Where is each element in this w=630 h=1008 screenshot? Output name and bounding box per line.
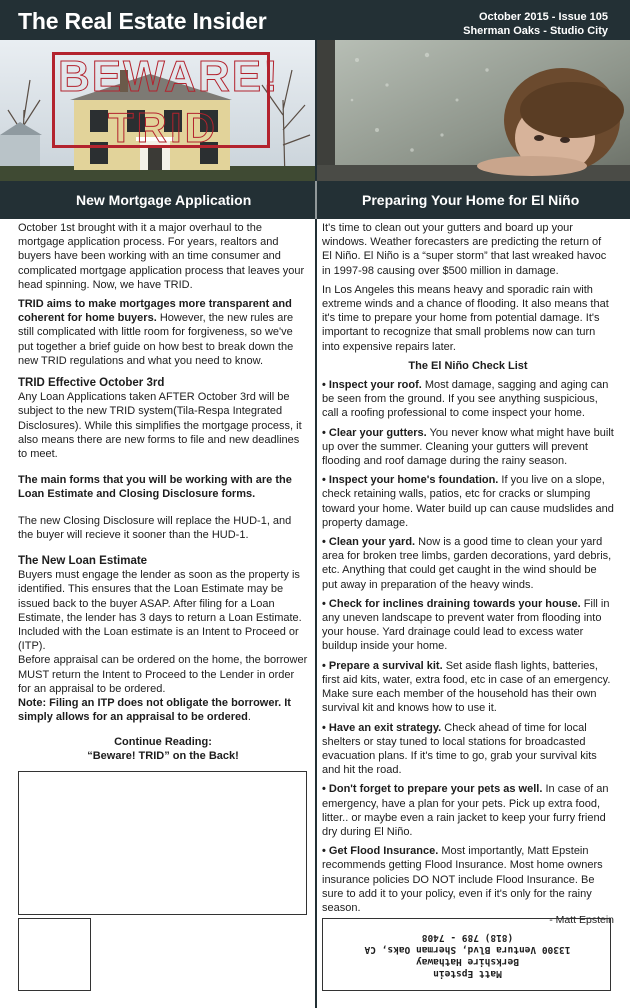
checklist-item: [322, 473, 614, 530]
el-nino-intro: It's time to clean out your gutters and board up your windows. Weather forecasters are predicting the return of El Niño. El Niño is a “super storm” that last wreaked havoc in 1997-98 causing over $500 million in damage.: [322, 222, 607, 277]
right-article-title: Preparing Your Home for El Niño: [362, 192, 580, 208]
address-company: Berkshire Hathaway: [416, 956, 519, 968]
checklist-item: [322, 535, 614, 592]
checklist-item: [322, 844, 614, 915]
mailing-address: [323, 919, 612, 992]
checklist-item-text: Now is a good time to clean your yard area for broken tree limbs, garden decorations, yard debris, etc. Anything that could get caught in the wind should be put away in preparation of the heavy winds.: [322, 536, 612, 591]
checklist-item-title: • Prepare a survival kit.: [322, 659, 443, 672]
address-name: Matt Epstein: [433, 968, 502, 980]
issue-location: Sherman Oaks - Studio City: [463, 25, 608, 37]
issue-info: [463, 10, 608, 38]
loan-estimate-paragraph: Buyers must engage the lender as soon as the property is identified. This ensures that the Loan Estimate may be issued back to the buyer ASAP. After filing for a Loan Estimate, the lender has 3 days to return a Loan Estimate. Included with the Loan estimate is an Intent to Proceed or (ITP).: [18, 569, 302, 653]
checklist-item-title: • Inspect your home's foundation.: [322, 474, 499, 487]
trid-aims-bold: TRID aims to make mortgages more transparent and coherent for home buyers.: [18, 298, 292, 325]
blank-box-large: [18, 771, 307, 915]
mailing-address-box: [322, 918, 611, 991]
issue-date: October 2015 - Issue 105: [478, 11, 608, 23]
new-loan-estimate-heading: The New Loan Estimate: [18, 555, 148, 568]
trid-aims-rest: However, the new rules are still complicated with little room for forgiveness, so we've put together a brief guide on how best to break down the new TRID regulations and what you need to know.: [18, 312, 294, 367]
continue-reading-label: Continue Reading:: [114, 735, 212, 748]
main-forms-paragraph: The main forms that you will be working with are the Loan Estimate and Closing Disclosure forms.: [18, 474, 292, 501]
stamp-text-beware: BEWARE!: [58, 52, 280, 101]
itp-note-end: .: [247, 711, 251, 724]
trid-aims-paragraph: [18, 297, 308, 368]
checklist-item: [322, 597, 614, 654]
trid-effective-paragraph: Any Loan Applications taken AFTER October 3rd will be subject to the new TRID system(Tila-Respa Integrated Disclosures). While this simplifies the mortgage process, it also means there are new forms to file and new deadlines to meet.: [18, 391, 302, 461]
checklist-item-text: Most damage, sagging and aging can be seen from the ground. If you see anything suspicious, call a roofing professional to come inspect your home.: [322, 379, 609, 420]
itp-note: [18, 696, 308, 724]
closing-disclosure-paragraph: The new Closing Disclosure will replace the HUD-1, and the buyer will recieve it sooner than the HUD-1.: [18, 514, 292, 541]
checklist-item-text: Set aside flash lights, batteries, first aid kits, water, extra food, etc in case of an emergency. Make sure each member of the household has their own survival kit and knows how to use it.: [322, 659, 611, 715]
checklist-item-text: You never know what might have built up over the summer. Cleaning your gutters will prevent flooding and roof damage during the rainy season.: [322, 426, 614, 468]
intro-paragraph: October 1st brought with it a major overhaul to the mortgage application process. For years, realtors and buyers have been working with an time consumer and complicated mortgage application process that leaves your head spinning. Now, we have TRID.: [18, 222, 305, 291]
appraisal-paragraph: Before appraisal can be ordered on the home, the borrower MUST return the Intent to Proceed to the Lender in order for an appraisal to be ordered.: [18, 654, 308, 695]
right-article-body: [322, 221, 614, 932]
rainy-window-photo: [317, 40, 630, 181]
checklist-item-title: • Inspect your roof.: [322, 379, 422, 392]
left-article-title: New Mortgage Application: [76, 192, 252, 208]
checklist-item: [322, 782, 614, 839]
checklist-item-text: If you live on a slope, check retaining walls, patios, etc for cracks or slumping toward your home. Water build up can cause mudslides and property damage.: [322, 474, 614, 529]
checklist-item-title: • Get Flood Insurance.: [322, 845, 439, 858]
article-author: - Matt Epstein: [549, 914, 614, 927]
trid-effective-heading: TRID Effective October 3rd: [18, 377, 165, 390]
address-phone: (818) 789 - 7408: [421, 932, 514, 944]
left-article-body: [18, 221, 308, 768]
checklist-item-text: Most importantly, Matt Epstein recommends getting Flood Insurance. Most home owners insurance policies DO NOT include Flood Insurance. Be sure to add it to your policy, even if it's only for the rainy season.: [322, 845, 603, 914]
checklist-item-title: • Have an exit strategy.: [322, 721, 442, 734]
checklist-item-text: In case of an emergency, have a plan for your pets. Pick up extra food, litter.. or maybe even a rain jacket to keep your furry friend dry during El Niño.: [322, 783, 609, 838]
band-divider: [315, 181, 317, 219]
checklist-title: The El Niño Check List: [408, 359, 528, 372]
los-angeles-paragraph: In Los Angeles this means heavy and sporadic rain with extreme winds and a chance of flooding. It also means that it's time to prepare your home from potential damage. It's important to recognize that small problems now can turn into expensive repairs later.: [322, 283, 609, 353]
checklist-item: [322, 426, 614, 469]
checklist-item-title: • Clear your gutters.: [322, 426, 427, 439]
stamp-text-trid: TRID: [108, 104, 218, 151]
blank-box-small: [18, 918, 91, 991]
address-street: 13300 Ventura Blvd, Sherman Oaks, CA: [364, 944, 571, 956]
checklist-item-title: • Clean your yard.: [322, 536, 416, 549]
checklist-item-text: Fill in any uneven landscape to prevent water from flooding into your house. Yard drainage could lead to excess water buildup inside your home.: [322, 597, 610, 653]
newsletter-title: The Real Estate Insider: [18, 8, 267, 34]
continue-reading-link: “Beware! TRID” on the Back!: [87, 749, 239, 762]
column-divider: [315, 219, 317, 1008]
checklist-item-title: • Check for inclines draining towards your house.: [322, 597, 581, 610]
checklist-item: [322, 378, 614, 421]
itp-note-bold: Note: Filing an ITP does not obligate the borrower. It simply allows for an appraisal to be ordered: [18, 697, 291, 724]
checklist-item: [322, 659, 614, 716]
checklist-item: [322, 721, 614, 778]
checklist-item-title: • Don't forget to prepare your pets as well.: [322, 783, 543, 796]
checklist-item-text: Check ahead of time for local shelters or stay tuned to local stations for broadcasted evacuation plans. If it's time to go, grab your survival kits and hit the road.: [322, 721, 597, 777]
